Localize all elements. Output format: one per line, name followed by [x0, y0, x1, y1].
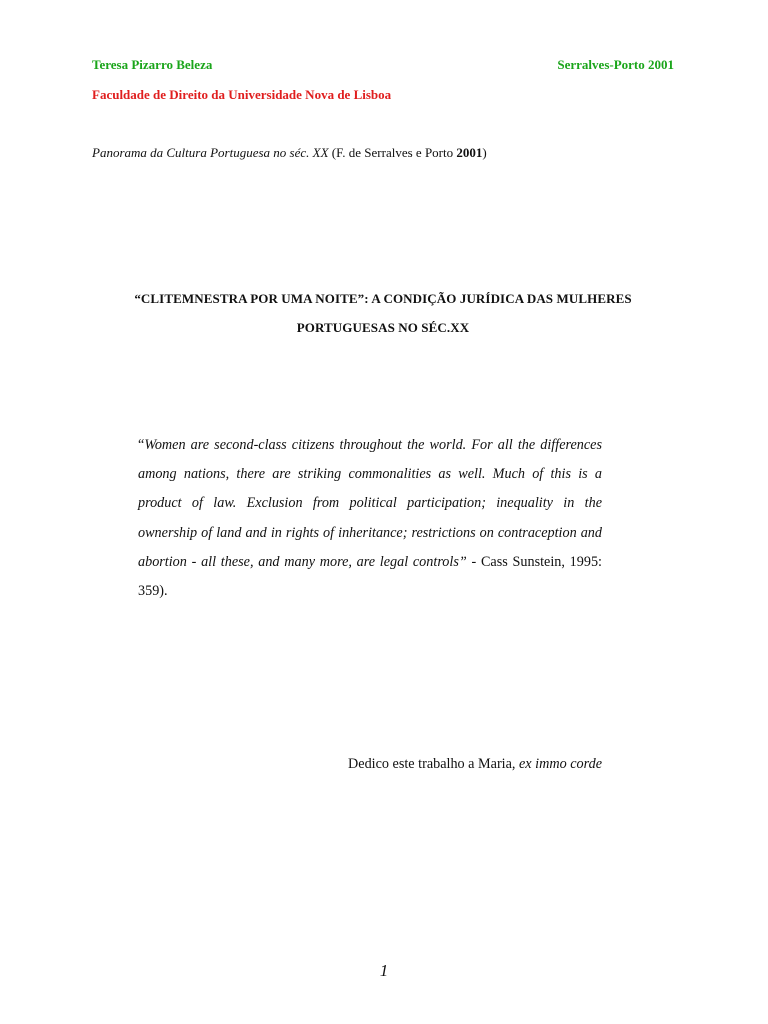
publication-title: Panorama da Cultura Portuguesa no séc. XX [92, 145, 329, 160]
publication-reference [92, 145, 487, 161]
dedication-text: Dedico este trabalho a Maria, [348, 756, 519, 772]
document-title-line-1: “CLITEMNESTRA POR UMA NOITE”: A CONDIÇÃO JURÍDICA DAS MULHERES [134, 291, 632, 306]
document-title-line-2: PORTUGUESAS NO SÉC.XX [296, 320, 470, 335]
epigraph-quote [138, 431, 602, 606]
epigraph-text: Women are second-class citizens throughout the world. For all the differences among nations, there are striking commonalities as well. Much of this is a product of law. Exclusion from political participation; inequality in the ownership of land and in rights of inheritance; restrictions on contraception and abortion - all these, and many more, are legal controls” [138, 437, 602, 570]
venue-year: Serralves-Porto 2001 [557, 57, 674, 72]
dedication [348, 756, 602, 773]
publication-close: ) [482, 145, 487, 160]
header-row [92, 57, 674, 73]
epigraph-attribution: - Cass Sunstein, 1995: 359). [138, 553, 602, 600]
publication-year: 2001 [456, 145, 483, 160]
dedication-latin: ex immo corde [519, 756, 602, 772]
faculty-name: Faculdade de Direito da Universidade Nova de Lisboa [92, 87, 392, 102]
epigraph-open-quote: “ [138, 437, 145, 453]
page-number: 1 [379, 961, 389, 980]
publication-venue: (F. de Serralves e Porto [328, 145, 457, 160]
author-name: Teresa Pizarro Beleza [92, 57, 213, 72]
